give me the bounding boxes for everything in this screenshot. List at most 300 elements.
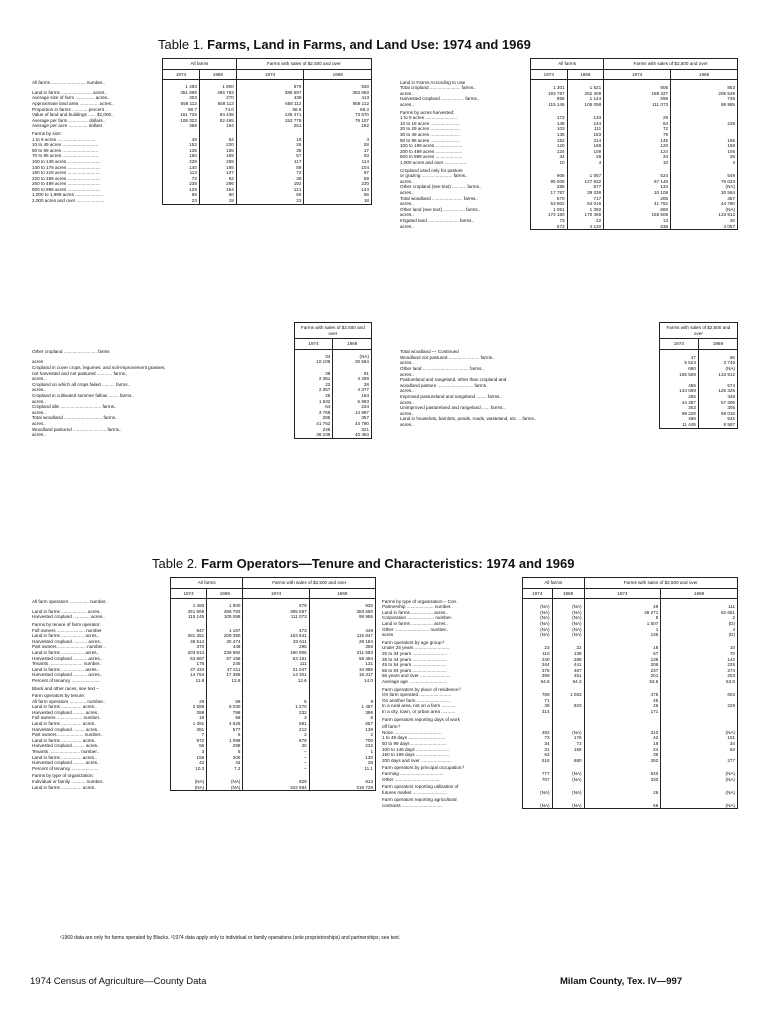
row-value: 28 (671, 154, 738, 160)
row-value: (NA) (698, 366, 737, 372)
row-label: 55 to 64 years ........................... (382, 667, 447, 673)
row-value: 19 (236, 137, 304, 143)
row-value (552, 638, 584, 646)
row-value: 265 (659, 394, 698, 400)
row-value: (NA) (523, 604, 553, 610)
row-value: 124 (604, 149, 671, 155)
row-value: 111 (661, 604, 738, 610)
row-label: Land in farms .................. acres.. (32, 633, 100, 639)
row-label: Land in houselots, barnlots, ponds, roads, wasteland, etc. .. farms.. (400, 416, 537, 422)
row-value: (NA) (333, 349, 372, 359)
row-value: 188 327 (604, 91, 671, 97)
row-label: 25 to 34 years ........................... (382, 651, 447, 657)
row-value: 73 570 (304, 112, 372, 118)
row-value: 17 (304, 148, 372, 154)
row-value: 168 (671, 143, 738, 149)
row-value: 524 (604, 173, 671, 179)
row-label: Land in farms ................ acres.. (32, 754, 97, 760)
row-value: 570 (531, 196, 568, 202)
row-value: 777 (523, 771, 553, 777)
header-year: 1969 (567, 69, 604, 80)
row-value: 203 814 (171, 650, 207, 656)
table-row (380, 795, 738, 803)
row-value: 185 (199, 165, 236, 171)
header-year: 1969 (698, 339, 737, 350)
row-value: 23 (523, 645, 553, 651)
row-value: 239 982 (207, 650, 243, 656)
row-value (243, 620, 309, 628)
header-sales-farms: Farms with sales of $2,500 and over (236, 59, 371, 70)
row-value (552, 722, 584, 730)
row-label: Average size of farm ............... acres.. (32, 95, 110, 101)
table-row (380, 803, 738, 809)
row-value: 62 (523, 752, 553, 758)
table-row (30, 620, 376, 628)
table-row (398, 166, 738, 174)
row-value (552, 795, 584, 803)
row-value: 11 449 (659, 422, 698, 428)
table-row (30, 80, 372, 90)
row-value: 813 (309, 779, 375, 785)
row-value: 79 (604, 132, 671, 138)
header-year: 1974 (171, 588, 207, 599)
row-value: 79 107 (304, 118, 372, 124)
row-value: 111 073 (243, 614, 309, 620)
row-value: 120 (604, 143, 671, 149)
row-value: 168 (567, 143, 604, 149)
row-label: Woodland not pastured ........................ farms.. (400, 354, 495, 360)
header-all-farms: All farms (163, 59, 237, 70)
row-value: 348 (698, 394, 737, 400)
row-value: 1 051 (531, 207, 568, 213)
table1-right-top (398, 58, 738, 230)
row-value (207, 771, 243, 779)
row-value: 3 (171, 749, 207, 755)
row-value: 441 (552, 662, 584, 668)
row-value: 11.8 (171, 678, 207, 684)
row-value: 144 059 (659, 388, 698, 394)
row-value: 829 (243, 779, 309, 785)
row-label: Other land (see text) ................. farms.. (400, 206, 481, 212)
row-value (309, 620, 375, 628)
row-value: 94 438 (199, 112, 236, 118)
row-label: 500 to 999 acres ..................... (400, 154, 463, 160)
row-value: 154 (199, 187, 236, 193)
row-value: 111 073 (604, 102, 671, 108)
row-value: 229 (661, 703, 738, 709)
row-label: Harvested cropland ........... acres.. (32, 672, 103, 678)
row-label: Harvested cropland ......... acres.. (32, 726, 100, 732)
row-label: 140 to 179 acres .......................... (32, 164, 101, 170)
row-value: 398 (171, 710, 207, 716)
row-value: 679 (243, 738, 309, 744)
row-value: 192 (236, 181, 304, 187)
row-value: 357 (671, 196, 738, 202)
header-year: 1974 (584, 588, 661, 599)
row-value: 23 (236, 198, 304, 204)
row-value: 3 746 (698, 360, 737, 366)
row-value: 109 (567, 149, 604, 155)
row-value: (NA) (552, 610, 584, 616)
row-value: 383 650 (304, 90, 372, 96)
row-value: 252 309 (567, 91, 604, 97)
header-year: 1974 (163, 69, 200, 80)
row-value: 155 (171, 755, 207, 761)
table-row (30, 349, 372, 359)
row-label: Other ........................... number.. (382, 626, 449, 632)
row-value: 72 (163, 176, 200, 182)
row-value (567, 108, 604, 116)
row-value: 238 (163, 181, 200, 187)
row-label: Total woodland .............................. farms.. (32, 415, 118, 421)
row-value: 26 184 (309, 639, 375, 645)
row-value: 35 (584, 752, 661, 758)
header-year: 1974 (604, 69, 671, 80)
row-value: 26 (236, 142, 304, 148)
row-value: 58 (207, 715, 243, 721)
row-value: 657 (309, 721, 375, 727)
row-value: 1 301 (531, 85, 568, 91)
row-label: Farm operators by tenure: (32, 693, 86, 699)
table2-title (152, 556, 575, 571)
row-value: 473 (243, 628, 309, 634)
header-year: 1969 (309, 588, 375, 599)
row-value: 696 (604, 96, 671, 102)
row-value: 7.2 (207, 766, 243, 772)
row-value: 234 (333, 404, 372, 410)
row-value: 42 (584, 735, 661, 741)
row-value: 2 361 (294, 376, 333, 382)
row-value (309, 691, 375, 699)
row-label: woodland pasture ............................ farms.. (400, 382, 489, 388)
row-value: 176 (552, 735, 584, 741)
row-value: 577 (567, 184, 604, 190)
row-value (661, 638, 738, 646)
row-label: 50 to 99 days ............................ (382, 740, 447, 746)
row-value: 214 (567, 138, 604, 144)
row-value: 574 (698, 383, 737, 389)
row-value: 451 869 (163, 90, 200, 96)
row-value: (NA) (552, 777, 584, 783)
row-value: 2 (661, 615, 738, 621)
row-label: Part owners ...................... number.. (32, 644, 106, 650)
table-row (30, 129, 372, 137)
row-value: 4 120 (567, 224, 604, 230)
row-value: 23 (294, 382, 333, 388)
row-value: 98 955 (671, 102, 738, 108)
row-value (523, 795, 553, 803)
row-label: Harvested cropland ........... acres.. (32, 655, 103, 661)
row-value: 105 058 (207, 614, 243, 620)
row-value: (NA) (671, 184, 738, 190)
row-value: 39 (236, 148, 304, 154)
row-value: 658 112 (236, 101, 304, 107)
table-row (398, 224, 738, 230)
row-label: Land in farms ................ acres.. (32, 784, 97, 790)
row-value: 120 (531, 143, 568, 149)
row-value: 152 (163, 142, 200, 148)
row-value: 10 108 (604, 190, 671, 196)
row-label: Approximate land area ............... acres.. (32, 100, 114, 106)
row-value: 131 (309, 661, 375, 667)
row-value: 138 (552, 651, 584, 657)
row-value: 314 (523, 709, 553, 715)
row-value: 330 (584, 777, 661, 783)
row-value: 209 390 (207, 633, 243, 639)
row-label: acres.. (400, 212, 414, 218)
row-value: 467 (552, 668, 584, 674)
row-value: 48 (163, 137, 200, 143)
row-value: (NA) (523, 803, 553, 809)
table-row (30, 684, 376, 692)
row-value: 121 (236, 187, 304, 193)
row-value (207, 620, 243, 628)
row-value: 66 (163, 192, 200, 198)
row-label: acres.. (400, 410, 414, 416)
row-value: 679 (236, 80, 304, 90)
row-value: 451 (552, 673, 584, 679)
row-value: 11.1 (309, 766, 375, 772)
row-value: 1 493 (171, 599, 207, 609)
row-value: 143 (304, 187, 372, 193)
row-value: – (243, 749, 309, 755)
row-value: 923 (552, 703, 584, 709)
row-value: 68.7 (163, 107, 200, 113)
row-value: 152 (531, 138, 568, 144)
row-value: 30 564 (671, 190, 738, 196)
row-value: 4 057 (671, 224, 738, 230)
row-value: 2 357 (294, 387, 333, 393)
row-value: 212 (243, 727, 309, 733)
row-value: 193 787 (531, 91, 568, 97)
row-value: 591 (243, 721, 309, 727)
row-value: 142 (661, 657, 738, 663)
row-value: 44 790 (333, 421, 372, 427)
row-label: Other cropland (see text) ........... farms.. (400, 184, 482, 190)
row-value: 64 (294, 404, 333, 410)
row-label: acres.. (32, 398, 46, 404)
row-label: contracts ................................ (382, 802, 443, 808)
row-value: – (243, 760, 309, 766)
row-value: 40 453 (333, 432, 372, 438)
row-value: 486 783 (199, 90, 236, 96)
row-value: 439 (236, 95, 304, 101)
row-value: 23 (163, 198, 200, 204)
row-label: None ..................................... (382, 729, 442, 735)
row-label: Land in farms ................ acres.. (32, 737, 97, 743)
row-value: 789 (523, 692, 553, 698)
row-label: Land in farms ................. acres.. (382, 609, 448, 615)
table-row (380, 638, 738, 646)
row-value: 53.6 (584, 679, 661, 685)
row-value: (NA) (207, 785, 243, 791)
footer-left: 1974 Census of Agriculture—County Data (30, 976, 207, 987)
row-value: 1 521 (567, 85, 604, 91)
row-value: 111 (567, 126, 604, 132)
row-value: 26 (584, 790, 661, 796)
table-row (30, 599, 376, 609)
row-value: 28 (309, 760, 375, 766)
row-value: 658 112 (163, 101, 200, 107)
row-label: 2,000 acres and over ...................... (32, 198, 105, 204)
footer-right: Milam County, Tex. IV—997 (560, 976, 683, 987)
row-value: 413 (304, 95, 372, 101)
row-value: 972 (171, 738, 207, 744)
header-year: 1969 (333, 339, 372, 350)
row-value: 38 (236, 176, 304, 182)
row-value: 190 906 (243, 650, 309, 656)
row-value: 2 588 (171, 704, 207, 710)
row-value: 14 764 (171, 672, 207, 678)
row-label: Tenants .......................... number.. (32, 661, 102, 667)
row-label: acres.. (400, 371, 414, 377)
row-value: 155 508 (604, 212, 671, 218)
row-label: Land in farms ................. acres.. (382, 621, 448, 627)
row-value: 310 (584, 730, 661, 736)
row-value: 53 902 (531, 201, 568, 207)
row-label: Other cropland .......................... farms (32, 349, 110, 355)
row-value: 115 847 (309, 633, 375, 639)
row-value: 41 762 (294, 421, 333, 427)
row-value: 303 (659, 405, 698, 411)
row-value: 246 (294, 427, 333, 433)
row-value (584, 763, 661, 771)
row-value: 117 (236, 159, 304, 165)
row-value: 192 (304, 123, 372, 129)
row-value: (NA) (523, 627, 553, 633)
row-label: 500 to 999 acres .......................... (32, 186, 101, 192)
row-label: Proportion in farms ............ percent .. (32, 106, 108, 112)
table1-title-text: Farms, Land in Farms, and Land Use: (207, 37, 440, 52)
row-value: 48 271 (584, 610, 661, 616)
row-value: 736 (671, 96, 738, 102)
header-sales-farms: Farms with sales of $2,500 and over (659, 323, 737, 339)
row-value: 29 (171, 699, 207, 705)
row-value: (NA) (661, 730, 738, 736)
row-value: 10 (531, 160, 568, 166)
row-value: 148 (531, 121, 568, 127)
row-label: Value of land and buildings ...... $1,000.. (32, 112, 114, 118)
row-value: (NA) (171, 779, 207, 785)
row-value (199, 129, 236, 137)
row-label: acres.. (400, 189, 414, 195)
table1-years: 1974 and 1969 (442, 37, 531, 52)
row-value: 496 (659, 416, 698, 422)
row-value: 26 (671, 218, 738, 224)
row-value: 70 (661, 651, 738, 657)
row-value: (NA) (171, 785, 207, 791)
row-value: 285 (531, 184, 568, 190)
row-value: 707 (523, 777, 553, 783)
row-value: 5 524 (659, 360, 698, 366)
row-value: 57 (236, 153, 304, 159)
header-year: 1969 (661, 588, 738, 599)
row-value: 186 (671, 138, 738, 144)
table-row (380, 763, 738, 771)
table2-prefix: Table 2. (152, 556, 198, 571)
row-value: 99 229 (659, 411, 698, 417)
table-row (380, 685, 738, 693)
table-row (380, 782, 738, 790)
row-label: All farm operators ............... number.. (32, 598, 108, 604)
row-label: On farm operated ......................... (382, 692, 452, 698)
row-label: Woodland pastured .......................... farms.. (32, 426, 122, 432)
row-value: 1 391 (171, 721, 207, 727)
row-label: Harvested cropland ........... acres.. (32, 638, 103, 644)
row-value: 806 (604, 85, 671, 91)
row-value: 56 (304, 192, 372, 198)
row-value: 174 180 (531, 212, 568, 218)
row-value (304, 129, 372, 137)
row-label: Average per farm ............... dollars.. (32, 117, 106, 123)
row-value: 3 768 (294, 410, 333, 416)
row-value: 680 (552, 758, 584, 764)
row-label: 180 to 219 acres .......................... (32, 170, 101, 176)
row-value: 125 (163, 187, 200, 193)
row-value: 930 (309, 599, 375, 609)
row-label: 30 to 49 acres ....................... (400, 132, 460, 138)
row-value: 4 (661, 627, 738, 633)
header-spacer (30, 323, 294, 350)
row-value: 549 (671, 173, 738, 179)
row-label: On another farm .......................... (382, 697, 450, 703)
row-label: 200 days and over ........................ (382, 757, 452, 763)
row-value: 455 (659, 383, 698, 389)
row-value: 1 507 (584, 621, 661, 627)
row-value: (NA) (661, 803, 738, 809)
row-value: 134 (604, 184, 671, 190)
row-value: (NA) (552, 621, 584, 627)
row-value: (NA) (661, 771, 738, 777)
row-value: (NA) (552, 790, 584, 796)
row-label: Land in farms ................ acres.. (32, 704, 97, 710)
row-value: 475 (584, 692, 661, 698)
row-value: 8 (584, 615, 661, 621)
row-value (523, 782, 553, 790)
row-value: 64 016 (567, 201, 604, 207)
row-value: 252 (584, 758, 661, 764)
row-value: 296 (199, 181, 236, 187)
header-all-farms: All farms (531, 59, 604, 70)
row-value: 18 (304, 198, 372, 204)
row-label: acres.. (32, 409, 46, 415)
table2-left (30, 577, 376, 791)
header-year: 1974 (523, 588, 553, 599)
row-value: 56 454 (309, 656, 375, 662)
row-value (207, 684, 243, 692)
row-value (661, 763, 738, 771)
row-value: 7 (171, 732, 207, 738)
row-value: 205 539 (671, 91, 738, 97)
row-label: Farm operators reporting utilization of (382, 784, 459, 790)
row-value: 138 (584, 657, 661, 663)
row-value: 133 (567, 115, 604, 121)
header-sales-farms: Farms with sales of $2,500 and over (294, 323, 371, 339)
row-label: acres (382, 632, 394, 638)
row-value: 137 (199, 170, 236, 176)
row-value: 34 995 (309, 667, 375, 673)
row-value: 28 (304, 142, 372, 148)
row-value: 281 351 (171, 633, 207, 639)
row-label: acres.. (32, 432, 46, 438)
row-value: 958 (531, 96, 568, 102)
row-label: 65 years and over ........................ (382, 673, 451, 679)
row-value (309, 771, 375, 779)
row-label: In a city, town, or urban area ........... (382, 708, 456, 714)
row-value (552, 715, 584, 723)
row-value: 285 (604, 196, 671, 202)
row-value: 104 (304, 165, 372, 171)
